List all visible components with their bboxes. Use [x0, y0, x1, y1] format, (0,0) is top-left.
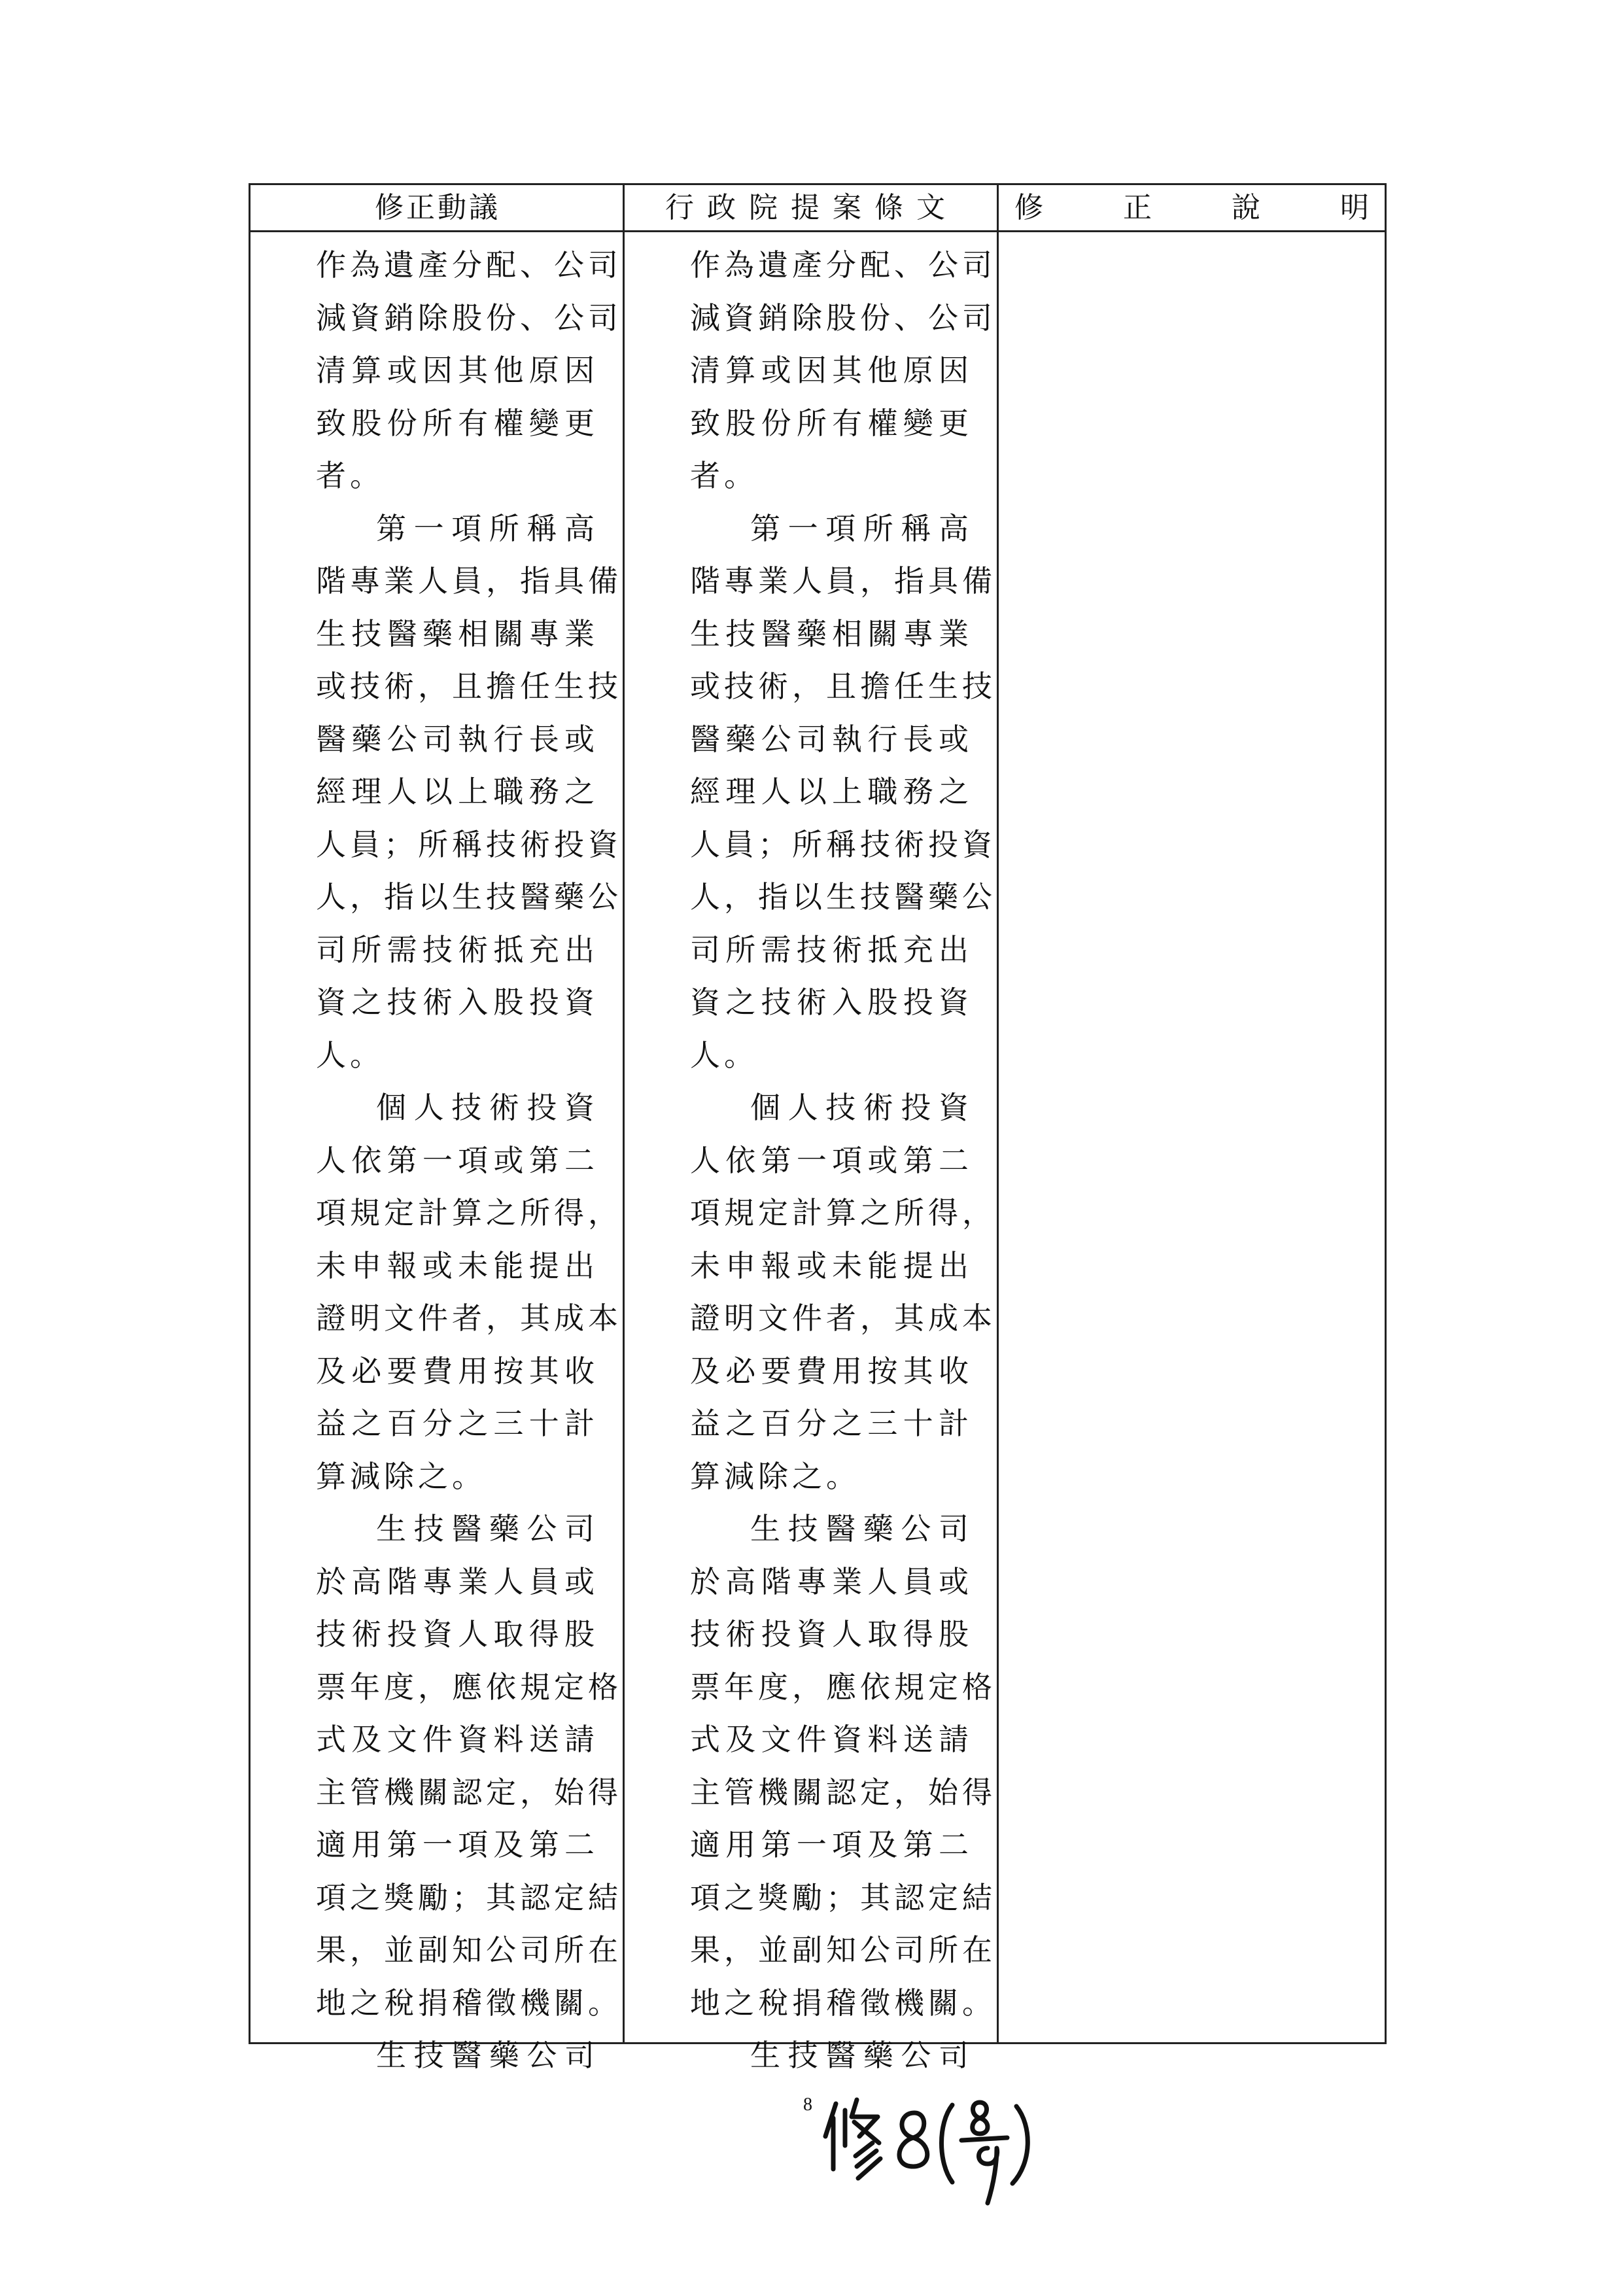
motion-text-line: 人，指以生技醫藥公 [316, 879, 622, 914]
motion-text-line: 項之獎勵；其認定結 [316, 1879, 622, 1915]
motion-text-line: 適用第一項及第二 [316, 1827, 598, 1862]
amendment-table [249, 183, 1387, 2073]
bill-text-line: 益之百分之三十計 [690, 1406, 973, 1441]
header-explanation-char: 修 [1014, 191, 1043, 224]
bill-text-line: 清算或因其他原因 [690, 353, 973, 388]
explanation-column [999, 232, 1385, 2042]
motion-text-line: 醫藥公司執行長或 [316, 721, 598, 757]
bill-text-line: 證明文件者，其成本 [690, 1300, 996, 1336]
motion-text-line: 人。 [316, 1037, 384, 1073]
table-body-row [251, 232, 1385, 2073]
bill-text-line: 個人技術投資 [750, 1090, 973, 1125]
bill-text-line: 人。 [690, 1037, 758, 1073]
motion-text-line: 或技術，且擔任生技 [316, 669, 622, 704]
motion-text-column [251, 232, 625, 2082]
motion-text-line: 階專業人員，指具備 [316, 563, 622, 599]
motion-text-line: 者。 [316, 458, 384, 493]
bill-text-line: 於高階專業人員或 [690, 1563, 973, 1599]
bill-text-line: 醫藥公司執行長或 [690, 721, 973, 757]
motion-text-line: 生技醫藥公司 [376, 1511, 598, 1546]
bill-text-line: 人員；所稱技術投資 [690, 826, 996, 862]
bill-text-line: 生技醫藥公司 [750, 1511, 973, 1546]
header-explanation-char: 說 [1232, 191, 1260, 224]
motion-text-line: 減資銷除股份、公司 [316, 300, 622, 336]
motion-text-line: 致股份所有權變更 [316, 405, 598, 441]
motion-text-line: 於高階專業人員或 [316, 1563, 598, 1599]
bill-text-line: 人，指以生技醫藥公 [690, 879, 996, 914]
bill-text-line: 式及文件資料送請 [690, 1722, 973, 1757]
bill-text-line: 主管機關認定，始得 [690, 1774, 996, 1810]
motion-text-line: 經理人以上職務之 [316, 774, 598, 809]
header-executive-yuan-bill: 行政院提案條文 [665, 191, 958, 224]
header-motion: 修正動議 [375, 191, 500, 224]
bill-text-line: 地之稅捐稽徵機關。 [690, 1985, 996, 2021]
motion-text-line: 生技醫藥公司 [376, 2038, 598, 2073]
bill-text-column [625, 232, 999, 2082]
bill-text-line: 生技醫藥相關專業 [690, 616, 973, 652]
header-explanation-char: 正 [1123, 191, 1152, 224]
motion-text-line: 票年度，應依規定格 [316, 1669, 622, 1705]
bill-text-line: 票年度，應依規定格 [690, 1669, 996, 1705]
bill-text-line: 果，並副知公司所在 [690, 1932, 996, 1968]
bill-text-line: 作為遺產分配、公司 [690, 247, 996, 283]
motion-text-line: 技術投資人取得股 [316, 1616, 598, 1652]
bill-text-line: 或技術，且擔任生技 [690, 669, 996, 704]
header-explanation [999, 185, 1385, 230]
bill-text-line: 司所需技術抵充出 [690, 931, 973, 967]
bill-text-line: 及必要費用按其收 [690, 1353, 973, 1389]
bill-text-line: 生技醫藥公司 [750, 2038, 973, 2073]
motion-text-line: 項規定計算之所得， [316, 1195, 622, 1230]
motion-text-line: 司所需技術抵充出 [316, 931, 598, 967]
handwritten-annotation [816, 2091, 1091, 2208]
motion-text-line: 主管機關認定，始得 [316, 1774, 622, 1810]
bill-text-line: 第一項所稱高 [750, 510, 973, 546]
motion-text-line: 式及文件資料送請 [316, 1722, 598, 1757]
bill-text-line: 適用第一項及第二 [690, 1827, 973, 1862]
motion-text-line: 益之百分之三十計 [316, 1406, 598, 1441]
bill-text-line: 項之獎勵；其認定結 [690, 1879, 996, 1915]
bill-text-line: 算減除之。 [690, 1458, 860, 1494]
motion-text-line: 算減除之。 [316, 1458, 486, 1494]
header-explanation-char: 明 [1340, 191, 1369, 224]
bill-text-line: 未申報或未能提出 [690, 1247, 973, 1283]
motion-text-line: 生技醫藥相關專業 [316, 616, 598, 652]
bill-text-line: 項規定計算之所得， [690, 1195, 996, 1230]
motion-text-line: 作為遺產分配、公司 [316, 247, 622, 283]
page-number: 8 [803, 2095, 812, 2115]
motion-text-line: 人員；所稱技術投資 [316, 826, 622, 862]
bill-text-line: 人依第一項或第二 [690, 1142, 973, 1178]
motion-text-line: 未申報或未能提出 [316, 1247, 598, 1283]
bill-text-line: 致股份所有權變更 [690, 405, 973, 441]
bill-text-line: 者。 [690, 458, 758, 493]
bill-text-line: 技術投資人取得股 [690, 1616, 973, 1652]
motion-text-line: 及必要費用按其收 [316, 1353, 598, 1389]
motion-text-line: 清算或因其他原因 [316, 353, 598, 388]
motion-text-line: 第一項所稱高 [376, 510, 598, 546]
motion-text-line: 個人技術投資 [376, 1090, 598, 1125]
motion-text-line: 果，並副知公司所在 [316, 1932, 622, 1968]
motion-text-line: 人依第一項或第二 [316, 1142, 598, 1178]
motion-text-line: 證明文件者，其成本 [316, 1300, 622, 1336]
motion-text-line: 地之稅捐稽徵機關。 [316, 1985, 622, 2021]
bill-text-line: 減資銷除股份、公司 [690, 300, 996, 336]
bill-text-line: 資之技術入股投資 [690, 984, 973, 1020]
motion-text-line: 資之技術入股投資 [316, 984, 598, 1020]
bill-text-line: 經理人以上職務之 [690, 774, 973, 809]
bill-text-line: 階專業人員，指具備 [690, 563, 996, 599]
